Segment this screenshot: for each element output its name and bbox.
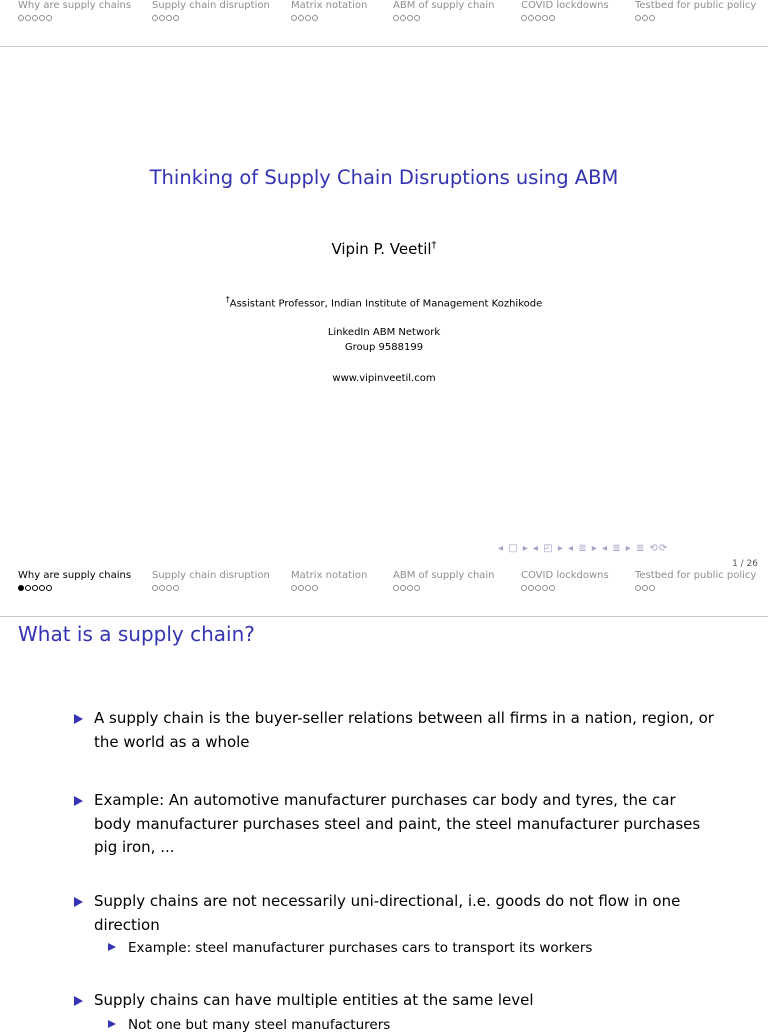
slide-dot[interactable] — [535, 15, 541, 21]
nav-section-dots — [521, 14, 609, 24]
slide-dot[interactable] — [159, 15, 165, 21]
author-name: Vipin P. Veetil — [331, 240, 432, 258]
slide-dot[interactable] — [312, 15, 318, 21]
affiliation-text: Assistant Professor, Indian Institute of Management Kozhikode — [229, 298, 543, 310]
nav-section-dots — [635, 584, 756, 594]
nav-section-dots — [291, 14, 367, 24]
nav-section-title: Supply chain disruption — [152, 570, 270, 581]
bullet-text: Example: An automotive manufacturer purchases car body and tyres, the car body manufacturer purchases steel and paint, the steel manufacturer purchases pig iron, ... — [94, 791, 701, 856]
nav-section-matrix-notation[interactable] — [291, 0, 367, 24]
slide-dot[interactable] — [173, 15, 179, 21]
slide-dot[interactable] — [549, 15, 555, 21]
nav-section-title: ABM of supply chain — [393, 0, 495, 11]
slide-dot[interactable] — [166, 585, 172, 591]
author-line — [0, 240, 768, 258]
section-navbar — [0, 570, 768, 617]
nav-section-title: COVID lockdowns — [521, 570, 609, 581]
slide-dot[interactable] — [152, 15, 158, 21]
slide-dot[interactable] — [393, 15, 399, 21]
network-group: Group 9588199 — [344, 342, 424, 353]
slide-dot[interactable] — [635, 585, 641, 591]
slide-dot[interactable] — [649, 585, 655, 591]
slide-dot[interactable] — [400, 585, 406, 591]
frame-title: What is a supply chain? — [18, 622, 255, 646]
slide-dot[interactable] — [642, 15, 648, 21]
bullet-item — [74, 890, 714, 937]
nav-section-testbed-policy[interactable] — [635, 0, 756, 24]
nav-section-dots — [152, 584, 270, 594]
slide-dot[interactable] — [528, 15, 534, 21]
slide-dot[interactable] — [407, 585, 413, 591]
bullet-triangle-icon — [74, 897, 83, 907]
slide-dot[interactable] — [25, 585, 31, 591]
nav-section-dots — [18, 584, 131, 594]
nav-section-title: Testbed for public policy — [635, 0, 757, 11]
bullet-item — [74, 707, 714, 754]
nav-section-covid-lockdowns[interactable] — [521, 0, 609, 24]
bullet-item — [74, 989, 714, 1013]
nav-section-matrix-notation[interactable] — [291, 570, 367, 594]
subbullet-triangle-icon — [108, 1020, 116, 1028]
slide-dot[interactable] — [528, 585, 534, 591]
slide-dot[interactable] — [312, 585, 318, 591]
affiliation-footnote-mark: † — [225, 295, 230, 304]
nav-section-dots — [291, 584, 367, 594]
slide-dot[interactable] — [521, 15, 527, 21]
slide-dot[interactable] — [173, 585, 179, 591]
affiliation-line — [0, 295, 768, 309]
slide-dot[interactable] — [521, 585, 527, 591]
slide-dot[interactable] — [649, 15, 655, 21]
slide-dot[interactable] — [18, 15, 24, 21]
subbullet-item — [108, 1015, 728, 1035]
nav-section-title: ABM of supply chain — [393, 570, 495, 581]
bullet-text: A supply chain is the buyer-seller relations between all firms in a nation, region, or the world as a whole — [94, 709, 714, 751]
nav-section-testbed-policy[interactable] — [635, 570, 756, 594]
nav-section-dots — [393, 14, 495, 24]
slide-dot[interactable] — [407, 15, 413, 21]
nav-section-abm-supply-chain[interactable] — [393, 0, 495, 24]
slide-dot[interactable] — [305, 585, 311, 591]
bullet-triangle-icon — [74, 796, 83, 806]
nav-section-title: COVID lockdowns — [521, 0, 609, 11]
slide-dot[interactable] — [298, 585, 304, 591]
slide-dot[interactable] — [414, 15, 420, 21]
nav-section-why-supply-chains[interactable] — [18, 570, 131, 594]
slide-dot[interactable] — [291, 585, 297, 591]
nav-section-title: Why are supply chains — [18, 570, 132, 581]
bullet-triangle-icon — [74, 714, 83, 724]
bullet-triangle-icon — [74, 996, 83, 1006]
slide-dot[interactable] — [393, 585, 399, 591]
slide-dot[interactable] — [642, 585, 648, 591]
current-slide-dot[interactable] — [18, 585, 24, 591]
presentation-title: Thinking of Supply Chain Disruptions using ABM — [149, 166, 619, 189]
nav-section-dots — [635, 14, 756, 24]
slide-dot[interactable] — [39, 585, 45, 591]
slide-dot[interactable] — [635, 15, 641, 21]
slide-dot[interactable] — [298, 15, 304, 21]
nav-section-title: Matrix notation — [291, 0, 368, 11]
network-name: LinkedIn ABM Network — [327, 327, 441, 338]
slide-dot[interactable] — [32, 15, 38, 21]
bullet-text: Supply chains are not necessarily uni-directional, i.e. goods do not flow in one direction — [94, 892, 681, 934]
nav-section-dots — [18, 14, 131, 24]
subbullet-item — [108, 938, 728, 958]
bullet-item — [74, 789, 714, 860]
slide-dot[interactable] — [535, 585, 541, 591]
slide-dot[interactable] — [166, 15, 172, 21]
slide-dot[interactable] — [46, 15, 52, 21]
beamer-navigation-controls[interactable]: ◂ □ ▸ ◂ ◰ ▸ ◂ ≣ ▸ ◂ ≣ ▸ ≣ ⟲⟳ — [498, 543, 669, 554]
nav-section-supply-chain-disruption[interactable] — [152, 570, 270, 594]
slide-dot[interactable] — [291, 15, 297, 21]
slide-dot[interactable] — [32, 585, 38, 591]
nav-section-title: Supply chain disruption — [152, 0, 270, 11]
slide-dot[interactable] — [39, 15, 45, 21]
slide-dot[interactable] — [414, 585, 420, 591]
nav-section-covid-lockdowns[interactable] — [521, 570, 609, 594]
subbullet-text: Example: steel manufacturer purchases cars to transport its workers — [128, 940, 593, 956]
bullet-text: Supply chains can have multiple entities at the same level — [94, 991, 534, 1009]
nav-section-title: Testbed for public policy — [635, 570, 757, 581]
slide-dot[interactable] — [549, 585, 555, 591]
nav-section-dots — [152, 14, 270, 24]
slide-dot[interactable] — [542, 15, 548, 21]
nav-section-dots — [521, 584, 609, 594]
page-number: 1 / 26 — [732, 559, 758, 569]
author-footnote-mark: † — [431, 240, 437, 251]
nav-section-abm-supply-chain[interactable] — [393, 570, 495, 594]
slide-dot[interactable] — [400, 15, 406, 21]
nav-section-why-supply-chains[interactable] — [18, 0, 131, 24]
subbullet-text: Not one but many steel manufacturers — [128, 1017, 391, 1033]
slide-dot[interactable] — [152, 585, 158, 591]
slide-dot[interactable] — [159, 585, 165, 591]
nav-section-title: Why are supply chains — [18, 0, 132, 11]
slide-dot[interactable] — [46, 585, 52, 591]
slide-dot[interactable] — [25, 15, 31, 21]
content-slide — [0, 570, 768, 1033]
author-website: www.vipinveetil.com — [332, 373, 436, 384]
nav-section-title: Matrix notation — [291, 570, 368, 581]
nav-section-supply-chain-disruption[interactable] — [152, 0, 270, 24]
slide-dot[interactable] — [305, 15, 311, 21]
section-navbar — [0, 0, 768, 47]
nav-section-dots — [393, 584, 495, 594]
slide-dot[interactable] — [542, 585, 548, 591]
subbullet-triangle-icon — [108, 943, 116, 951]
